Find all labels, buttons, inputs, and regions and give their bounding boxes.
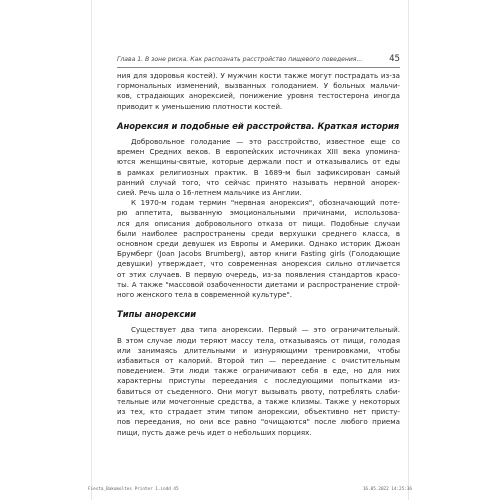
text-line: избавиться от калорий. Второй тип — переедание с очистительным [117, 356, 400, 366]
paragraph-intro [117, 71, 400, 112]
text-line: характерны приступы переедания с последующими попытками из- [117, 376, 400, 386]
text-line: лся для описания добровольного отказа от пищи. Подобные случаи [117, 218, 400, 228]
text-line: К 1970-м годам термин "нервная анорексия", обозначающий поте- [131, 198, 400, 208]
print-slug-timestamp: 16.05.2022 14:25:36 [362, 487, 412, 492]
text-line: ного женского тела в современной культуре". [117, 290, 293, 300]
page-number: 45 [389, 54, 400, 64]
text-line: В этом случае люди теряют массу тела, отказываясь от пищи, голодая [117, 335, 400, 345]
text-line: ния для здоровья костей). У мужчин кости также могут пострадать из-за [117, 71, 400, 80]
text-line: в рамках религиозных практик. В 1689-м был зафиксирован самый [117, 167, 400, 177]
print-slug [88, 487, 412, 492]
text-line: были наиболее распространены среди верхушки среднего класса, в [117, 228, 400, 238]
text-line: Существует два типа анорексии. Первый — это ограничительный. [131, 325, 400, 335]
text-line: пов переедания, но они все равно "очищаются" после любого приема [117, 417, 400, 427]
text-line: тельные или мочегонные средства, а также клизмы. Также у некоторых [117, 396, 400, 406]
text-line: или занимаясь длительными и изнуряющими тренировками, чтобы [117, 345, 400, 355]
paragraph-history-1 [117, 137, 400, 198]
text-line: пищи, пусть даже речь идет о небольших порциях. [117, 427, 312, 437]
text-line: ков, страдающих анорексией, понижение уровня тестостерона иногда [117, 91, 400, 101]
text-line: ты. А также "массовой озабоченности диетами и распространение строй- [117, 279, 400, 289]
text-line: девушки) утверждает, что современная анорексия сильно отличается [117, 259, 400, 269]
paragraph-types [117, 325, 400, 437]
running-header [117, 54, 400, 68]
text-line: бавиться от съеденного. Они могут вызывать рвоту, потреблять слаби- [117, 386, 400, 396]
text-line: основном среди девушек из Европы и Америки. Однако историк Джоан [117, 239, 400, 249]
text-line: рю аппетита, вызванную эмоциональными причинами, использова- [117, 208, 400, 218]
text-line: Брумберг (Joan Jacobs Brumberg), автор книги Fasting girls (Голодающие [117, 249, 400, 259]
text-line: ются женщины-святые, которые держали пост и отказывались от еды [117, 157, 400, 167]
text-line: времен Средних веков. В европейских источниках XIII века упомина- [117, 147, 400, 157]
text-line: приводит к уменьшению плотности костей. [117, 101, 283, 111]
text-line: поведением. Эти люди также ограничивают себя в еде, но для них [117, 366, 400, 376]
text-line: сией. Речь шла о 16-летнем мальчике из Англии. [117, 188, 302, 198]
body-text [117, 71, 400, 438]
section-heading-history: Анорексия и подобные ей расстройства. Краткая история [117, 120, 400, 131]
section-heading-types: Типы анорексии [117, 309, 197, 320]
text-line: от этих случаев. В первую очередь, из-за появления стандартов красо- [117, 269, 400, 279]
print-slug-file: Fiesta_Bakomoltes Printer 1.indd 45 [88, 487, 179, 492]
text-line: Добровольное голодание — это расстройство, известное еще со [131, 137, 400, 147]
paragraph-history-2 [117, 198, 400, 300]
text-line: ранний случай того, что сейчас принято называть нервной анорек- [117, 177, 400, 187]
text-line: гормональных изменений, вызванных голоданием. У больных мальчи- [117, 81, 400, 91]
running-title: Глава 1. В зоне риска. Как распознать расстройство пищевого поведения... [117, 56, 363, 63]
text-line: из тех, кто страдает этим типом анорексии, объективно нет присту- [117, 407, 400, 417]
